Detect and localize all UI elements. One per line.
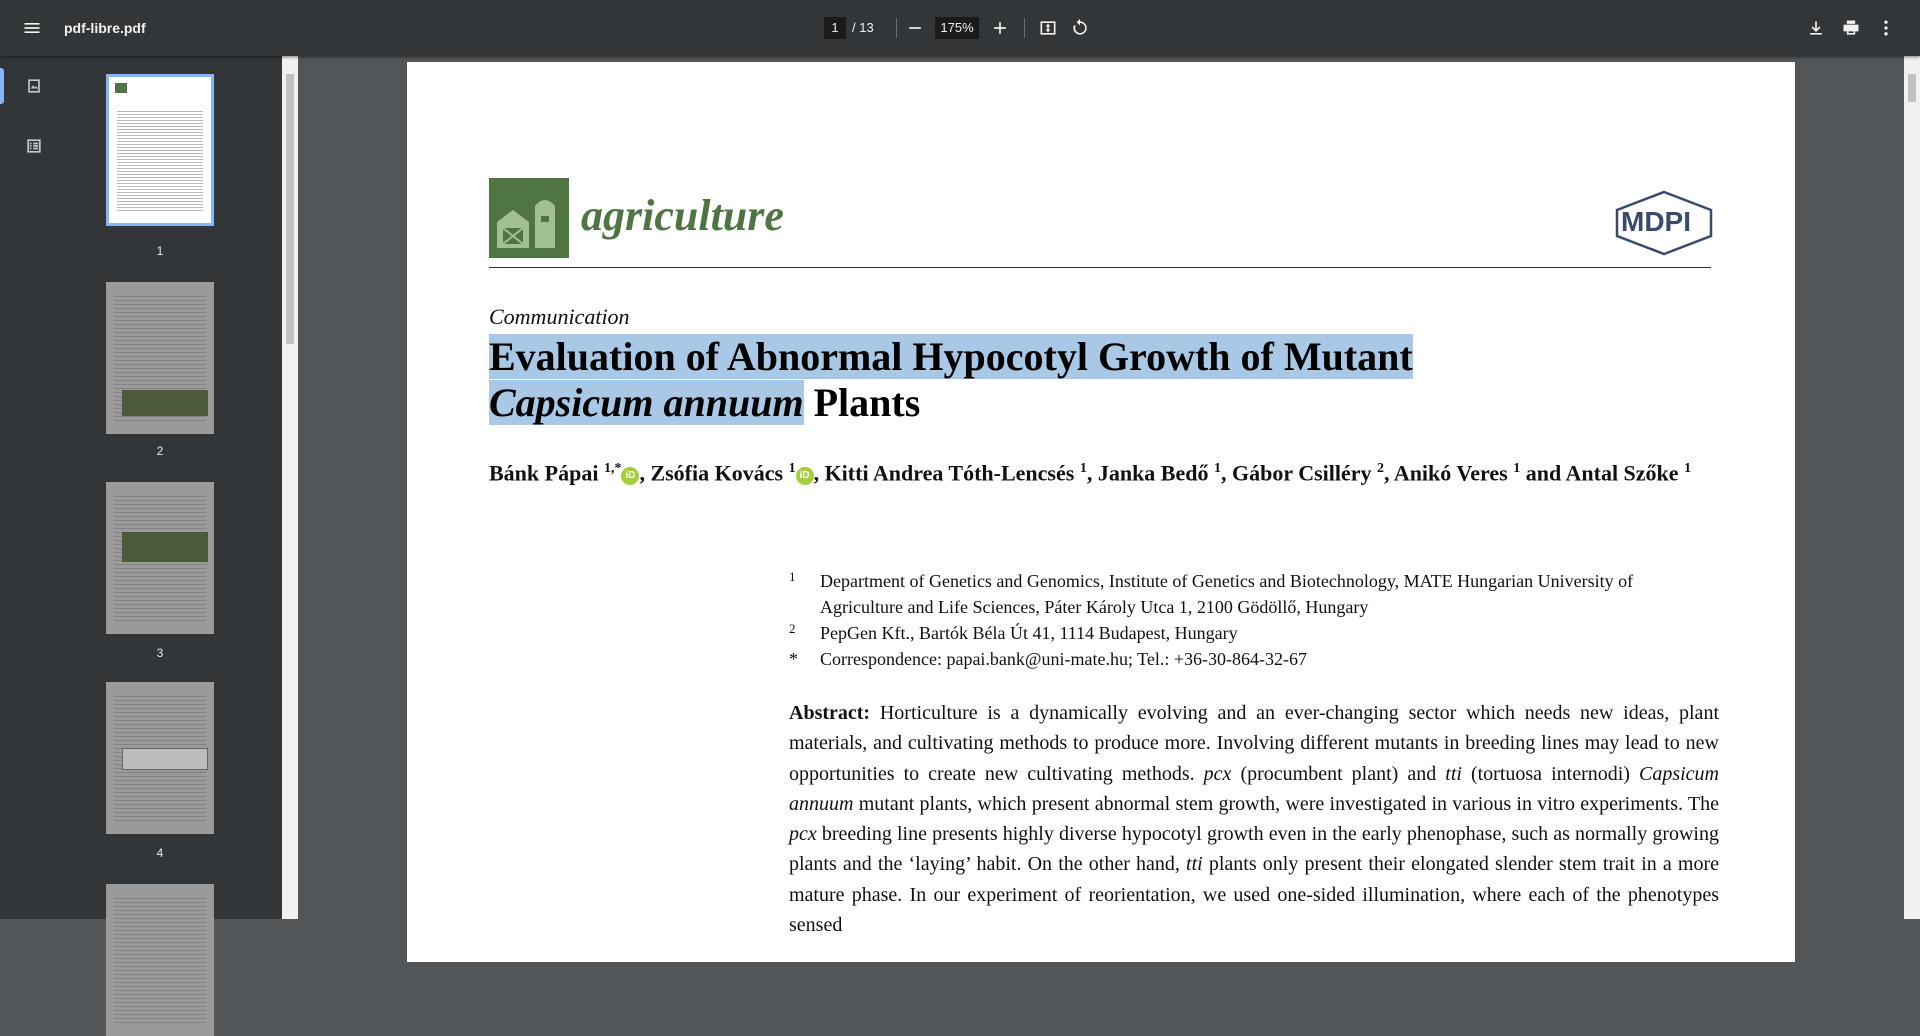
zoom-in-icon[interactable]	[982, 10, 1018, 46]
author-affil: 1,*	[603, 461, 622, 476]
author-affil: 1	[1513, 461, 1521, 476]
page-total: / 13	[852, 20, 874, 35]
author-affil: 2	[1377, 461, 1385, 476]
rotate-icon[interactable]	[1062, 10, 1098, 46]
thumbnail-page-3[interactable]	[106, 482, 214, 634]
affiliation-text: PepGen Kft., Bartók Béla Út 41, 1114 Budapest, Hungary	[820, 623, 1238, 643]
thumbnail-view-icon[interactable]	[18, 70, 50, 102]
author-list: Bánk Pápai $^{1,*}$ iD , Zsófia Kovács $^1$ iD , Kitti Andrea Tóth-Lencsés $^1$, Janka Bedő $^1$, Gábor Csilléry $^2$, Anikó Veres $^1$ and Antal Szőke $^1$	[489, 460, 1692, 486]
page-number-input[interactable]: 1	[824, 17, 846, 39]
thumbnail-diagram	[122, 748, 208, 770]
thumbnail-number: 2	[156, 444, 164, 458]
abstract-text: (procumbent plant) and	[1231, 762, 1446, 785]
abstract-term: Capsicum annuum	[789, 762, 1719, 815]
thumbnail-scrollbar[interactable]	[282, 56, 298, 919]
active-indicator	[0, 68, 4, 104]
abstract-term: tti	[1186, 853, 1203, 876]
abstract-term: tti	[1445, 762, 1462, 785]
abstract-text: breeding line presents highly diverse hypocotyl growth even in the early phenophase, such as normally growing plants and the ‘laying’ habit. On the other hand,	[789, 823, 1719, 876]
orcid-icon[interactable]: iD	[621, 467, 639, 485]
affiliation-mark: *	[789, 649, 798, 669]
abstract-term: pcx	[789, 823, 817, 846]
thumbnail-image	[122, 532, 208, 562]
author-conjunction: and	[1525, 460, 1562, 486]
title-line-1: Evaluation of Abnormal Hypocotyl Growth of Mutant	[489, 334, 1413, 379]
abstract-text: Horticulture is a dynamically evolving and an ever-changing sector which needs new ideas, plant materials, and cultivating methods to produce more. Involving different mutants in breeding lines may lead to new opportunities to create new cultivating methods.	[789, 702, 1719, 785]
more-icon[interactable]	[1868, 10, 1904, 46]
pdf-page	[407, 62, 1795, 962]
print-icon[interactable]	[1833, 10, 1869, 46]
thumbnail-text	[117, 111, 203, 213]
thumbnail-page-4[interactable]	[106, 682, 214, 834]
scrollbar-thumb[interactable]	[286, 74, 294, 344]
viewer-scrollbar[interactable]	[1904, 56, 1920, 919]
scrollbar-thumb[interactable]	[1908, 74, 1916, 102]
article-type: Communication	[489, 304, 630, 329]
toolbar-divider	[1024, 18, 1025, 38]
menu-icon[interactable]	[14, 10, 50, 46]
zoom-out-icon[interactable]	[897, 10, 933, 46]
thumbnail-number: 1	[156, 244, 164, 258]
author-name: Antal Szőke	[1565, 460, 1679, 486]
affiliation-item	[789, 568, 1719, 620]
author-name: Zsófia Kovács	[650, 460, 784, 486]
thumbnail-page-1[interactable]	[106, 74, 214, 226]
abstract-text: plants only present their elongated slender stem trait in a more mature phase. In our experiment of reorientation, we used one-sided illumination, where each of the phenotypes sensed	[789, 853, 1719, 937]
title-line-2: Plants	[803, 380, 921, 425]
author-name: Kitti Andrea Tóth-Lencsés	[824, 460, 1075, 486]
author-affil: 1	[1684, 461, 1692, 476]
journal-logo	[489, 178, 569, 258]
correspondence-text: Correspondence: papai.bank@uni-mate.hu; Tel.: +36-30-864-32-67	[820, 649, 1308, 669]
thumbnail-page-2[interactable]	[106, 282, 214, 434]
thumbnail-page-5[interactable]	[106, 884, 214, 1036]
abstract-text: mutant plants, which present abnormal stem growth, were investigated in various in vitro experiments. The	[853, 792, 1719, 815]
header-rule	[489, 267, 1711, 268]
author-name: Janka Bedő	[1097, 460, 1209, 486]
outline-view-icon[interactable]	[18, 130, 50, 162]
author-name: Bánk Pápai	[489, 460, 599, 486]
abstract-label: Abstract:	[789, 702, 871, 724]
abstract-text: (tortuosa internodi)	[1461, 762, 1639, 785]
affiliation-mark: 2	[789, 621, 796, 636]
publisher-logo	[1613, 190, 1715, 256]
thumbnail-number: 3	[156, 646, 164, 660]
thumbnail-logo	[115, 83, 127, 93]
author-name: Anikó Veres	[1393, 460, 1508, 486]
journal-name: agriculture	[581, 191, 784, 240]
author-affil: 1	[1079, 461, 1087, 476]
affiliation-item	[789, 620, 1719, 646]
author-affil: 1	[788, 461, 796, 476]
affiliation-mark: 1	[789, 569, 796, 584]
thumbnail-number: 4	[156, 846, 164, 860]
article-title[interactable]	[489, 334, 1589, 426]
thumbnail-image	[122, 390, 208, 416]
orcid-icon[interactable]: iD	[796, 467, 814, 485]
thumbnail-panel	[68, 56, 282, 919]
pdf-toolbar	[0, 0, 1920, 56]
abstract-term: pcx	[1203, 762, 1232, 785]
fit-page-icon[interactable]	[1030, 10, 1066, 46]
author-name: Gábor Csilléry	[1231, 460, 1372, 486]
sidebar-nav	[0, 56, 68, 919]
publisher-name: MDPI	[1621, 206, 1691, 237]
download-icon[interactable]	[1798, 10, 1834, 46]
document-filename: pdf-libre.pdf	[64, 20, 146, 36]
abstract	[789, 698, 1719, 940]
zoom-input[interactable]: 175%	[935, 17, 979, 39]
pdf-viewer	[298, 56, 1920, 937]
barn-icon	[489, 178, 569, 258]
affiliation-text: Department of Genetics and Genomics, Institute of Genetics and Biotechnology, MATE Hungarian University of Agriculture and Life Sciences, Páter Károly Utca 1, 2100 Gödöllő, Hungary	[820, 571, 1634, 617]
thumbnail-text	[114, 898, 206, 1026]
affiliation-item	[789, 646, 1719, 672]
title-species: Capsicum annuum	[489, 380, 804, 425]
author-affil: 1	[1213, 461, 1221, 476]
